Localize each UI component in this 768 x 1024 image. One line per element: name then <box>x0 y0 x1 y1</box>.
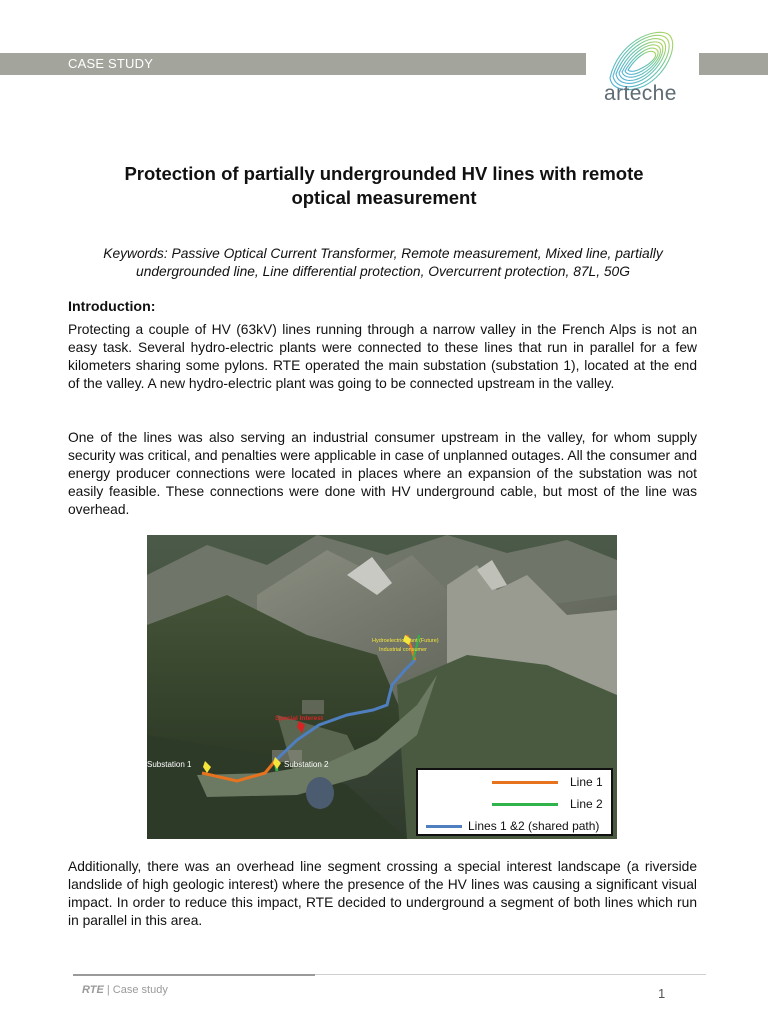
keywords <box>66 245 700 281</box>
footer-separator: | <box>103 984 113 996</box>
paragraph-3: Additionally, there was an overhead line segment crossing a special interest landscape (a riverside landslide of high geologic interest) where the presence of the HV lines was causing a significant visual impact. In order to reduce this impact, RTE decided to underground a segment of both lines which run in parallel in this area. <box>68 859 697 928</box>
map-label-substation-1: Substation 1 <box>147 760 192 769</box>
title-line-2: optical measurement <box>291 187 477 208</box>
header-band-right <box>699 53 768 75</box>
legend-label-shared-path: Lines 1 &2 (shared path) <box>468 819 600 833</box>
legend-item-shared-path <box>418 817 611 835</box>
header-band-label: CASE STUDY <box>68 56 154 71</box>
intro-heading: Introduction: <box>68 299 156 315</box>
legend-item-line-2 <box>418 795 611 813</box>
paragraph-1: Protecting a couple of HV (63kV) lines running through a narrow valley in the French Alps is not an easy task. Several hydro-electric plants were connected to these lines that run in parallel for a few kilometers sharing some pylons. RTE operated the main substation (substation 1), located at the end of the valley. A new hydro-electric plant was going to be connected upstream in the valley. <box>68 322 697 391</box>
map-label-hydro-plant: Hydroelectric plant (Future) <box>372 638 439 644</box>
page-number: 1 <box>658 986 666 1001</box>
legend-swatch-line-2 <box>492 803 558 806</box>
page-title <box>70 162 698 210</box>
keywords-line-1: Keywords: Passive Optical Current Transformer, Remote measurement, Mixed line, partially <box>103 246 663 261</box>
legend-item-line-1 <box>418 773 611 791</box>
footer-divider-light <box>315 974 706 975</box>
footer-text <box>82 984 168 996</box>
footer-divider <box>73 974 315 976</box>
legend-swatch-shared-path <box>426 825 462 828</box>
map-label-substation-2: Substation 2 <box>284 760 329 769</box>
map-label-industrial-consumer: Industrial consumer <box>379 647 427 653</box>
title-line-1: Protection of partially undergrounded HV lines with remote <box>124 163 644 184</box>
paragraph-2: One of the lines was also serving an industrial consumer upstream in the valley, for whom supply security was critical, and penalties were applicable in case of unplanned outages. All the consumer and energy producer connections were located in places where an expansion of the substation was not easily feasible. These connections were done with HV underground cable, but most of the line was overhead. <box>68 430 697 517</box>
legend-label-line-2: Line 2 <box>570 797 603 811</box>
map-legend <box>416 768 613 836</box>
legend-swatch-line-1 <box>492 781 558 784</box>
footer-company: RTE <box>82 984 104 996</box>
arteche-logo-text: arteche <box>604 82 677 105</box>
map-label-special-interest: Special Interest <box>275 715 324 722</box>
footer-doc-type: Case study <box>112 984 168 996</box>
legend-label-line-1: Line 1 <box>570 775 603 789</box>
keywords-line-2: undergrounded line, Line differential protection, Overcurrent protection, 87L, 50G <box>136 264 630 279</box>
